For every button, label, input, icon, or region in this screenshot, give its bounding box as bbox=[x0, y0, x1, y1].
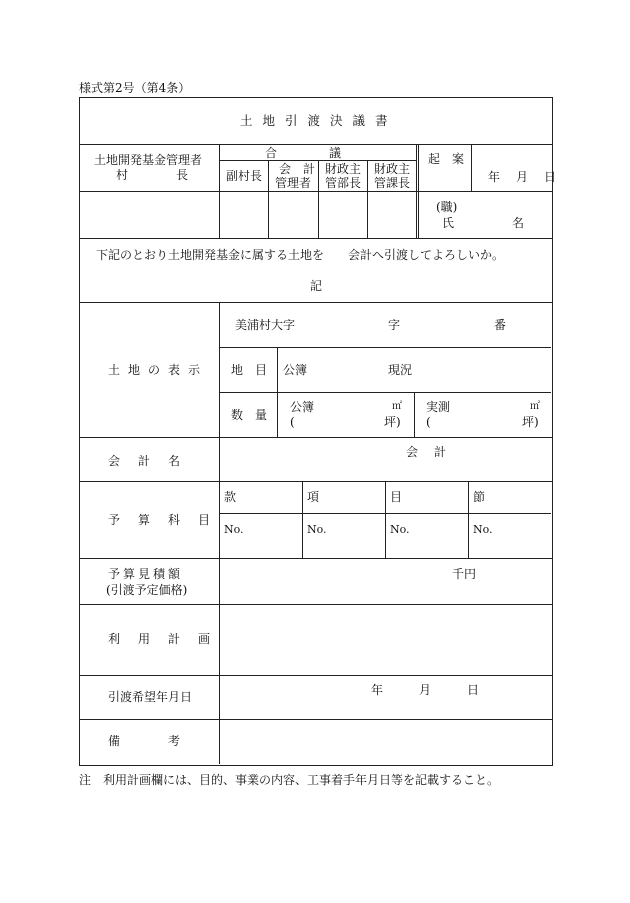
form-reference: 様式第2号（第4条） bbox=[79, 81, 191, 95]
usage-plan-label: 利 用 計 画 bbox=[108, 632, 214, 646]
rule bbox=[367, 160, 368, 238]
rule bbox=[79, 719, 553, 720]
resolution-statement: 下記のとおり土地開発基金に属する土地を 会計へ引渡してよろしいか。 bbox=[96, 248, 505, 262]
rule bbox=[79, 144, 553, 145]
rule bbox=[277, 347, 278, 437]
rule bbox=[79, 558, 553, 559]
paren-open: ( bbox=[290, 415, 295, 429]
desired-date-value: 年 月 日 bbox=[371, 683, 480, 697]
col-finance-director-1: 財政主 bbox=[325, 162, 362, 176]
rule bbox=[79, 481, 553, 482]
col-finance-chief-1: 財政主 bbox=[374, 162, 411, 176]
rule bbox=[302, 481, 303, 558]
rule bbox=[268, 160, 269, 238]
rule bbox=[79, 675, 553, 676]
rule bbox=[418, 144, 419, 238]
budget-kan: 款 bbox=[224, 490, 237, 504]
budget-setsu-no: No. bbox=[473, 523, 493, 536]
rule bbox=[79, 191, 553, 192]
rule bbox=[219, 392, 551, 393]
registry-label: 公簿 bbox=[283, 363, 308, 377]
registry-area-label: 公簿 bbox=[290, 400, 315, 414]
estimate-label: 予算見積額 bbox=[108, 567, 184, 581]
account-value: 会 計 bbox=[406, 445, 449, 459]
thousand-yen-unit: 千円 bbox=[452, 567, 477, 581]
rule bbox=[79, 238, 553, 239]
survey-area-label: 実測 bbox=[426, 400, 451, 414]
name-label-left: 氏 bbox=[442, 216, 455, 230]
col-finance-chief-2: 管課長 bbox=[374, 176, 411, 190]
rule bbox=[79, 437, 553, 438]
draft-label: 起 案 bbox=[428, 152, 465, 166]
rule bbox=[219, 144, 220, 238]
applicant-mayor: 村 長 bbox=[116, 168, 192, 182]
rule bbox=[416, 144, 417, 238]
tsubo-unit: 坪) bbox=[384, 415, 401, 429]
budget-kan-no: No. bbox=[224, 523, 244, 536]
name-label-right: 名 bbox=[512, 216, 525, 230]
account-name-label: 会 計 名 bbox=[108, 454, 184, 468]
joint-consultation-header: 合 議 bbox=[265, 146, 346, 160]
current-status-label: 現況 bbox=[388, 363, 413, 377]
applicant-title: 土地開発基金管理者 bbox=[94, 153, 203, 167]
paren-open-survey: ( bbox=[426, 415, 431, 429]
col-accounting-1: 会 計 bbox=[279, 162, 316, 176]
position-label: (職) bbox=[436, 200, 458, 214]
document-title: 土地引渡決議書 bbox=[240, 113, 398, 128]
budget-kou-no: No. bbox=[307, 523, 327, 536]
rule bbox=[79, 604, 553, 605]
rule bbox=[79, 302, 553, 303]
ban-label: 番 bbox=[494, 318, 507, 332]
rule bbox=[468, 481, 469, 558]
desired-date-label: 引渡希望年月日 bbox=[108, 690, 193, 704]
col-finance-director-2: 管部長 bbox=[325, 176, 362, 190]
land-display-label: 土地の表示 bbox=[108, 363, 209, 377]
quantity-label: 数 量 bbox=[231, 408, 268, 422]
rule bbox=[385, 481, 386, 558]
budget-item-label: 予 算 科 目 bbox=[108, 513, 214, 527]
estimate-sublabel: (引渡予定価格) bbox=[106, 583, 188, 597]
sqm-unit: ㎡ bbox=[392, 401, 402, 412]
ki-marker: 記 bbox=[310, 279, 323, 293]
footnote: 注 利用計画欄には、目的、事業の内容、工事着手年月日等を記載すること。 bbox=[79, 773, 500, 787]
col-deputy-mayor: 副村長 bbox=[226, 169, 263, 183]
budget-setsu: 節 bbox=[473, 490, 486, 504]
rule bbox=[219, 347, 551, 348]
draft-date: 年 月 日 bbox=[488, 170, 559, 184]
sqm-unit-survey: ㎡ bbox=[530, 401, 540, 412]
rule bbox=[318, 160, 319, 238]
rule bbox=[471, 144, 472, 191]
address-prefix: 美浦村大字 bbox=[235, 318, 296, 332]
budget-moku: 目 bbox=[390, 490, 403, 504]
aza-label: 字 bbox=[388, 318, 401, 332]
budget-kou: 項 bbox=[307, 490, 320, 504]
tsubo-unit-survey: 坪) bbox=[522, 415, 539, 429]
col-accounting-2: 管理者 bbox=[275, 176, 312, 190]
rule bbox=[414, 392, 415, 437]
remarks-label: 備 考 bbox=[108, 734, 181, 748]
rule bbox=[219, 302, 220, 764]
form-table bbox=[79, 97, 553, 766]
chimoku-label: 地 目 bbox=[231, 363, 268, 377]
budget-moku-no: No. bbox=[390, 523, 410, 536]
